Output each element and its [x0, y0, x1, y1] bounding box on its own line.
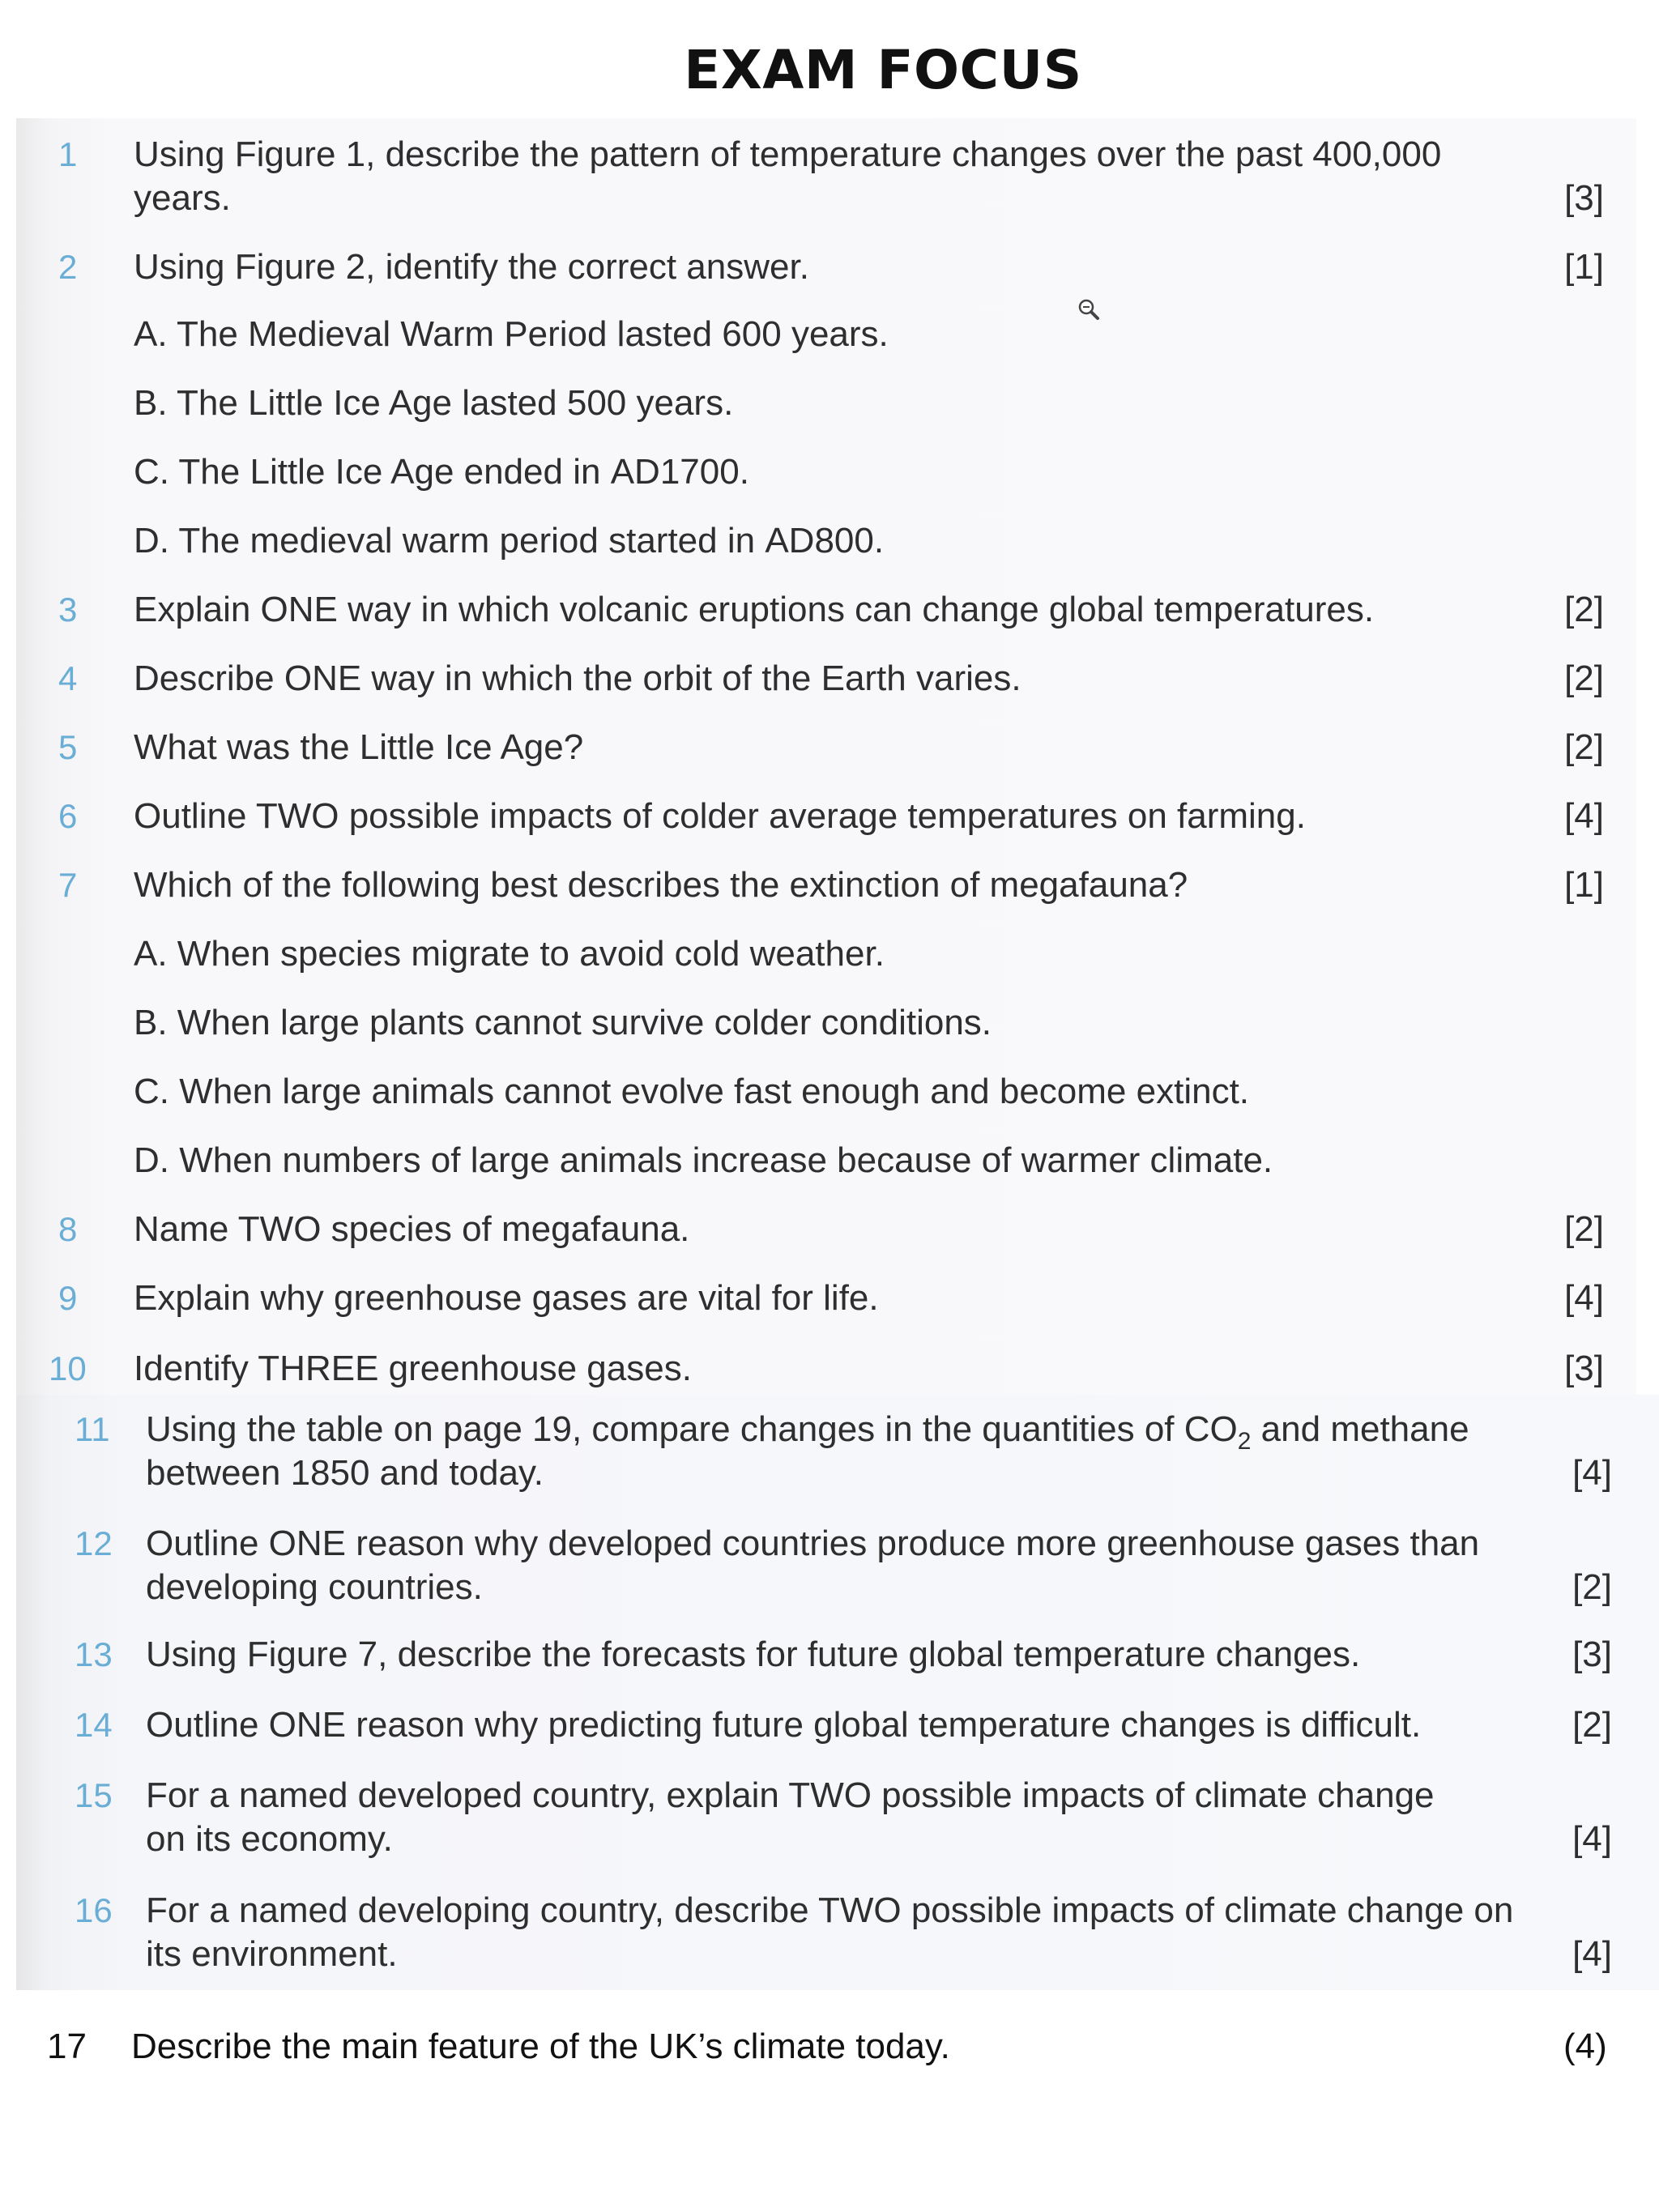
- marks-label: [2]: [1564, 590, 1604, 629]
- marks-label: [4]: [1572, 1453, 1612, 1493]
- answer-option-b: B. The Little Ice Age lasted 500 years.: [134, 383, 734, 423]
- answer-option-c: C. When large animals cannot evolve fast enough and become extinct.: [134, 1072, 1250, 1111]
- marks-label: [2]: [1572, 1567, 1612, 1607]
- question-text: Which of the following best describes the extinction of megafauna?: [134, 865, 1188, 905]
- question-text: Describe ONE way in which the orbit of the Earth varies.: [134, 658, 1021, 698]
- page-title: EXAM FOCUS: [684, 39, 1082, 101]
- marks-label: [1]: [1564, 865, 1604, 905]
- answer-option-c: C. The Little Ice Age ended in AD1700.: [134, 452, 749, 492]
- question-number: 10: [49, 1349, 87, 1387]
- question-text: For a named developing country, describe TWO possible impacts of climate change on: [146, 1890, 1514, 1930]
- question-text: What was the Little Ice Age?: [134, 727, 584, 767]
- marks-label: [2]: [1564, 1209, 1604, 1249]
- marks-label: [2]: [1564, 658, 1604, 698]
- marks-label: [1]: [1564, 247, 1604, 287]
- question-text: Using Figure 1, describe the pattern of temperature changes over the past 400,000: [134, 134, 1442, 174]
- question-text: Outline ONE reason why developed countries produce more greenhouse gases than: [146, 1524, 1480, 1563]
- question-number: 15: [75, 1776, 113, 1814]
- magnifier-icon: [1077, 298, 1100, 321]
- question-number: 6: [58, 797, 78, 835]
- marks-label: [3]: [1572, 1634, 1612, 1674]
- question-text: Name TWO species of megafauna.: [134, 1209, 690, 1249]
- question-number: 3: [58, 590, 78, 629]
- question-text: Outline ONE reason why predicting future global temperature changes is difficult.: [146, 1705, 1422, 1745]
- answer-option-a: A. When species migrate to avoid cold weather.: [134, 934, 885, 974]
- question-number: 9: [58, 1279, 78, 1317]
- question-number: 14: [75, 1706, 113, 1744]
- question-number: 11: [75, 1410, 110, 1448]
- question-text: Outline TWO possible impacts of colder average temperatures on farming.: [134, 796, 1306, 836]
- marks-label: [3]: [1564, 178, 1604, 218]
- question-17-marks: (4): [1563, 2027, 1607, 2066]
- marks-label: [2]: [1572, 1705, 1612, 1745]
- question-text: Explain why greenhouse gases are vital for life.: [134, 1278, 879, 1318]
- marks-label: [2]: [1564, 727, 1604, 767]
- marks-label: [4]: [1564, 796, 1604, 836]
- question-text: Using Figure 7, describe the forecasts for future global temperature changes.: [146, 1634, 1361, 1674]
- question-text-line2: years.: [134, 178, 231, 218]
- question-number: 4: [58, 659, 78, 697]
- question-number: 2: [58, 248, 78, 286]
- question-number: 5: [58, 728, 78, 766]
- marks-label: [4]: [1564, 1278, 1604, 1318]
- marks-label: [4]: [1572, 1934, 1612, 1974]
- question-text-line2: between 1850 and today.: [146, 1453, 544, 1493]
- question-text: Using Figure 2, identify the correct answer.: [134, 247, 809, 287]
- question-block-11-16: [16, 1395, 1659, 1990]
- question-number: 1: [58, 135, 78, 173]
- marks-label: [3]: [1564, 1349, 1604, 1388]
- answer-option-d: D. The medieval warm period started in AD800.: [134, 521, 885, 560]
- question-number: 7: [58, 866, 78, 904]
- question-text: Identify THREE greenhouse gases.: [134, 1349, 692, 1388]
- question-17-text: Describe the main feature of the UK’s climate today.: [131, 2027, 950, 2066]
- question-number: 16: [75, 1891, 113, 1929]
- question-number: 8: [58, 1210, 78, 1248]
- question-number-17: 17: [47, 2027, 87, 2066]
- question-text: Explain ONE way in which volcanic eruptions can change global temperatures.: [134, 590, 1375, 629]
- question-text-line2: developing countries.: [146, 1567, 483, 1607]
- answer-option-a: A. The Medieval Warm Period lasted 600 years.: [134, 314, 889, 354]
- question-text: For a named developed country, explain TWO possible impacts of climate change: [146, 1775, 1435, 1815]
- answer-option-d: D. When numbers of large animals increase because of warmer climate.: [134, 1140, 1273, 1180]
- answer-option-b: B. When large plants cannot survive colder conditions.: [134, 1003, 992, 1042]
- question-text-line2: on its economy.: [146, 1819, 393, 1859]
- question-block-1-10: [16, 118, 1636, 1395]
- marks-label: [4]: [1572, 1819, 1612, 1859]
- question-text: Using the table on page 19, compare changes in the quantities of $CO_2$ and methane: [146, 1409, 1469, 1455]
- question-number: 13: [75, 1635, 113, 1673]
- question-text-line2: its environment.: [146, 1934, 398, 1974]
- question-number: 12: [75, 1524, 113, 1562]
